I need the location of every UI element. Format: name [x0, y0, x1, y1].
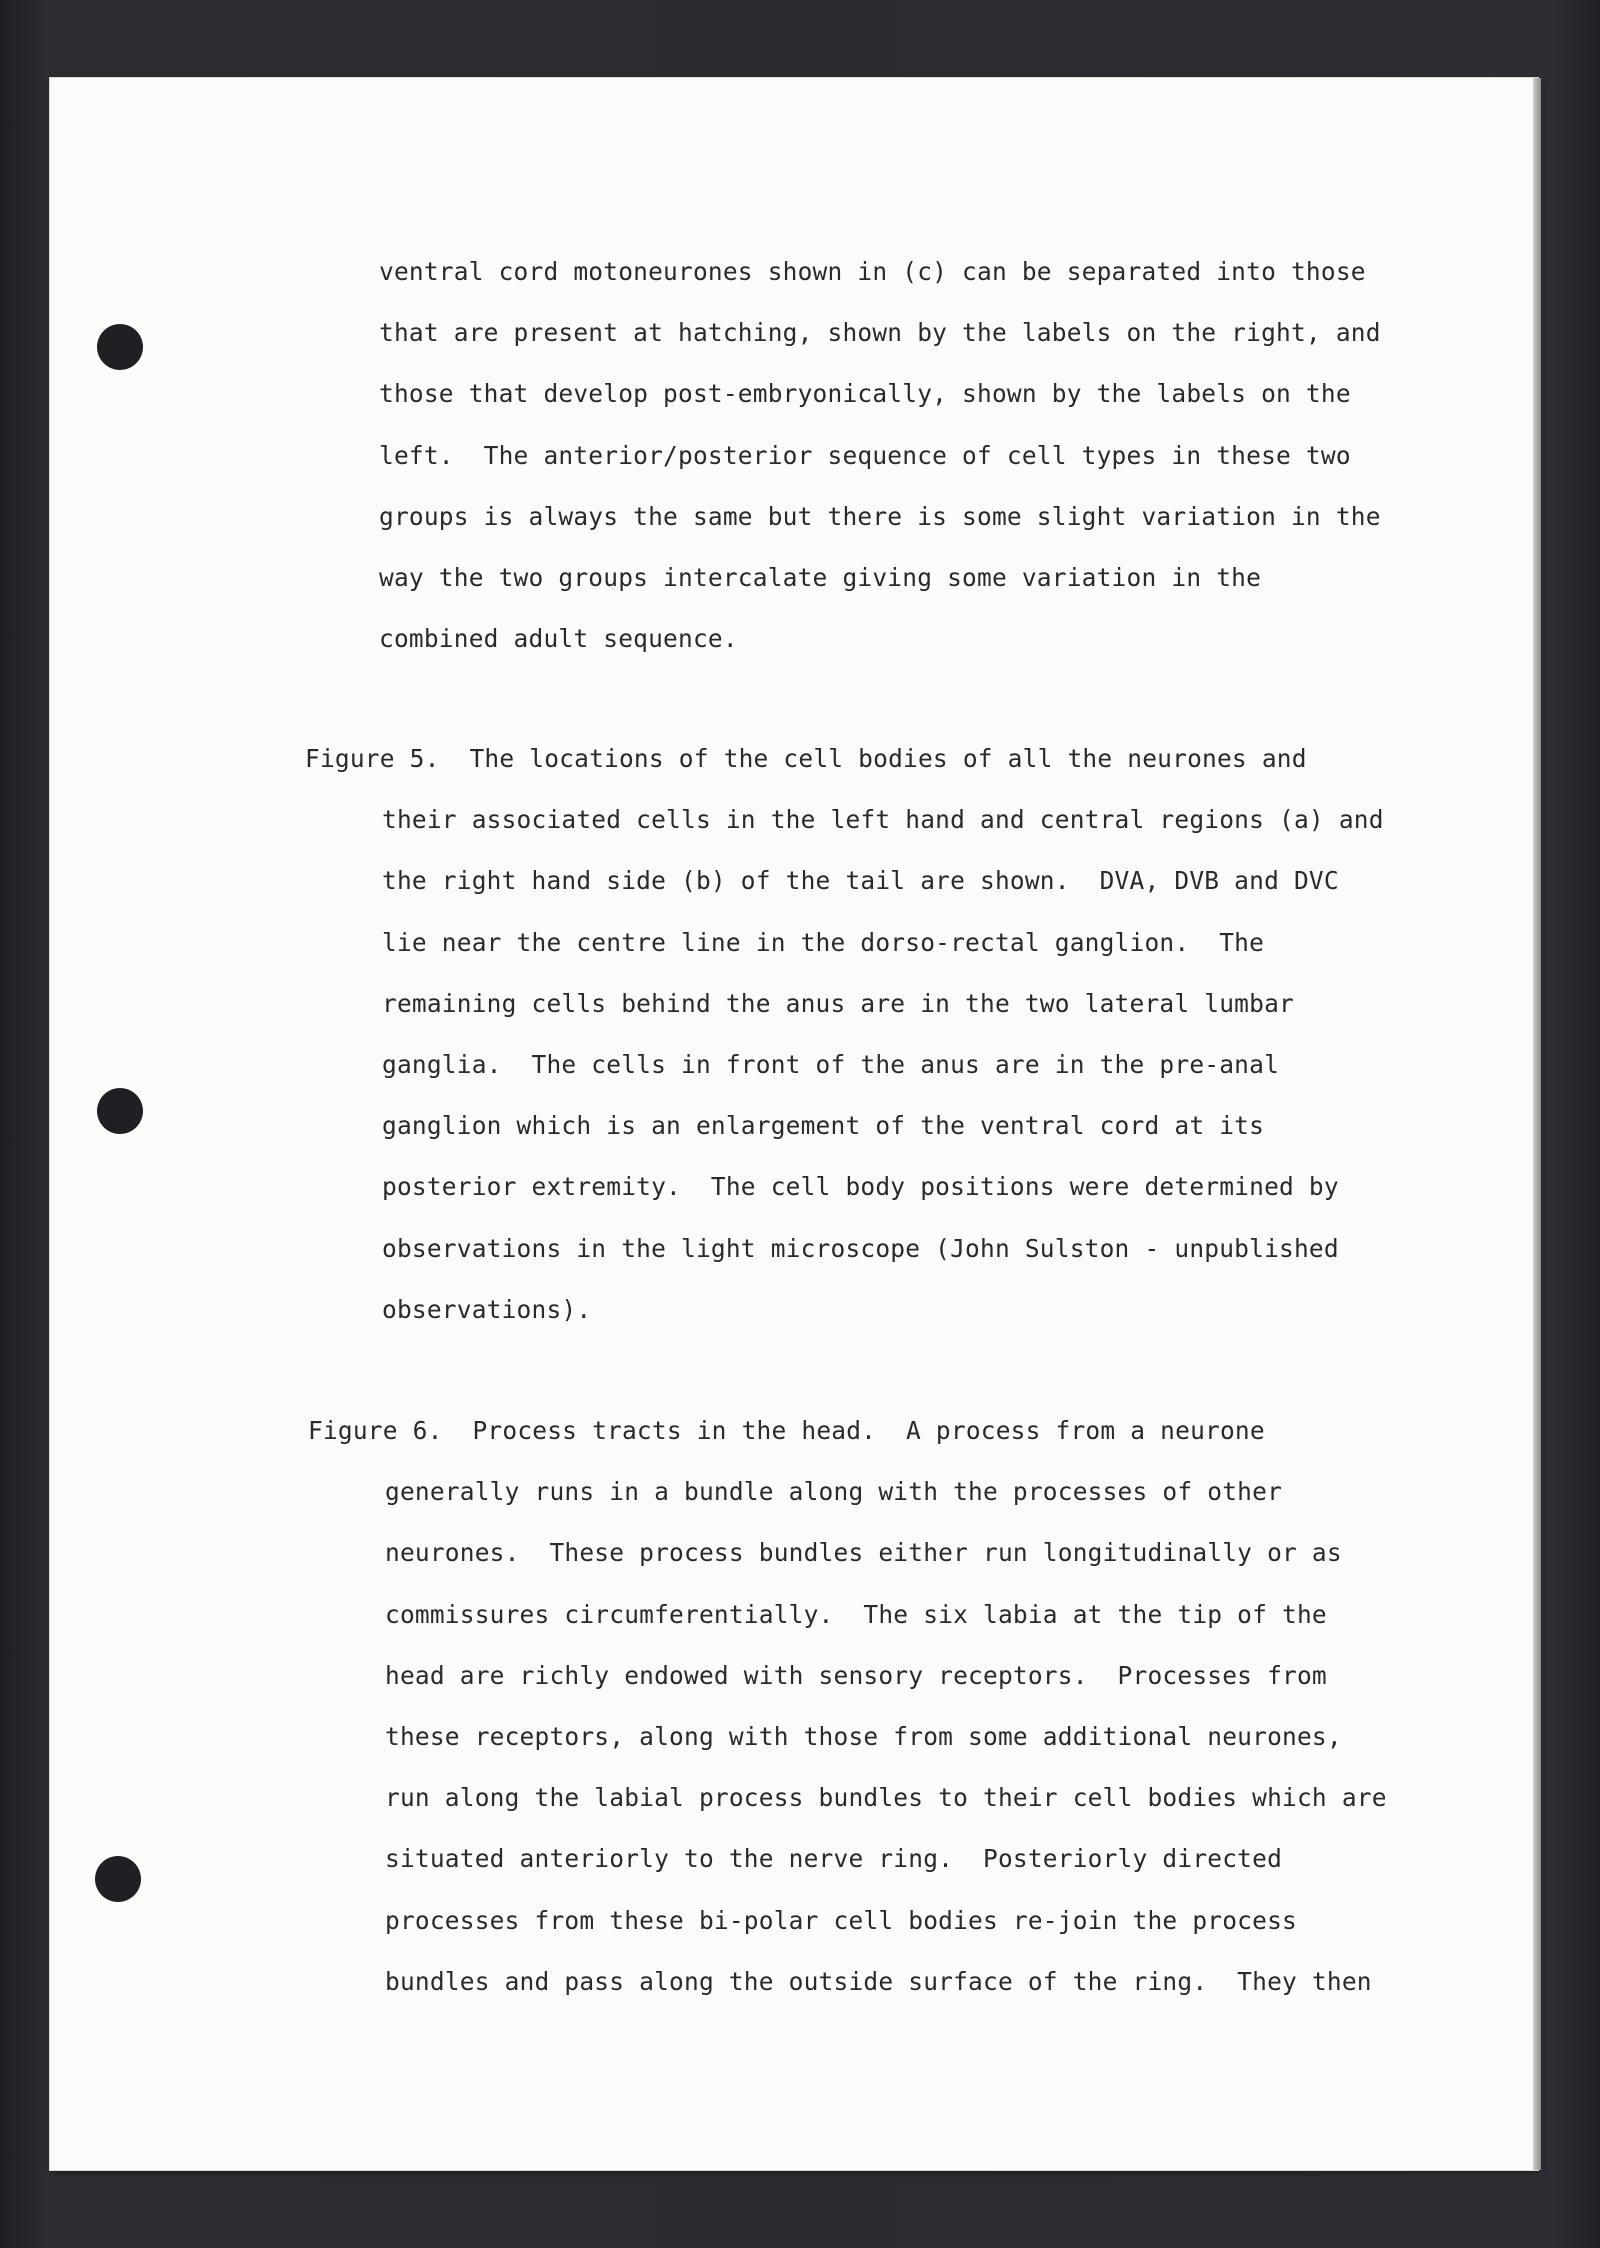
- text-line: observations in the light microscope (John Sulston - unpublished: [382, 1233, 1339, 1263]
- text-line: bundles and pass along the outside surface of the ring. They then: [385, 1966, 1372, 1996]
- text-line: groups is always the same but there is some slight variation in the: [379, 501, 1381, 531]
- figure-label: Figure 6.: [308, 1416, 443, 1445]
- text-line: neurones. These process bundles either run longitudinally or as: [385, 1538, 1342, 1568]
- text-line: ganglia. The cells in front of the anus are in the pre-anal: [382, 1049, 1280, 1079]
- page-edge: [1533, 78, 1541, 2170]
- text-line: their associated cells in the left hand and central regions (a) and: [382, 805, 1384, 835]
- text-line: left. The anterior/posterior sequence of cell types in these two: [379, 440, 1351, 470]
- text-line: those that develop post-embryonically, shown by the labels on the: [379, 379, 1351, 409]
- caption-first-line: [308, 1400, 1387, 1461]
- intro-paragraph: [379, 241, 1381, 669]
- text-line: these receptors, along with those from some additional neurones,: [385, 1721, 1342, 1751]
- text-line: ganglion which is an enlargement of the ventral cord at its: [382, 1111, 1265, 1141]
- text-line: run along the labial process bundles to their cell bodies which are: [385, 1783, 1387, 1813]
- text-line: commissures circumferentially. The six labia at the tip of the: [385, 1599, 1327, 1629]
- text-line: combined adult sequence.: [379, 624, 738, 654]
- text-line: that are present at hatching, shown by the labels on the right, and: [379, 318, 1381, 348]
- text-line: way the two groups intercalate giving some variation in the: [379, 562, 1262, 592]
- text-line: the right hand side (b) of the tail are shown. DVA, DVB and DVC: [382, 866, 1339, 896]
- text-line: generally runs in a bundle along with the processes of other: [385, 1477, 1283, 1507]
- text-line: head are richly endowed with sensory receptors. Processes from: [385, 1660, 1327, 1690]
- caption-text: Process tracts in the head. A process from a neurone: [472, 1416, 1265, 1445]
- text-line: posterior extremity. The cell body positions were determined by: [382, 1172, 1339, 1202]
- punch-hole: [97, 1088, 143, 1134]
- text-line: situated anteriorly to the nerve ring. Posteriorly directed: [385, 1844, 1283, 1874]
- figure-6-caption: [308, 1400, 1387, 2012]
- text-line: remaining cells behind the anus are in the two lateral lumbar: [382, 988, 1294, 1018]
- text-line: processes from these bi-polar cell bodies re-join the process: [385, 1905, 1297, 1935]
- figure-label: Figure 5.: [305, 744, 440, 773]
- text-line: ventral cord motoneurones shown in (c) can be separated into those: [379, 257, 1366, 286]
- punch-hole: [95, 1856, 141, 1902]
- figure-5-caption: [305, 728, 1384, 1340]
- punch-hole: [97, 324, 143, 370]
- text-line: observations).: [382, 1294, 592, 1324]
- caption-first-line: [305, 728, 1384, 789]
- text-line: lie near the centre line in the dorso-rectal ganglion. The: [382, 927, 1265, 957]
- caption-text: The locations of the cell bodies of all the neurones and: [469, 744, 1307, 773]
